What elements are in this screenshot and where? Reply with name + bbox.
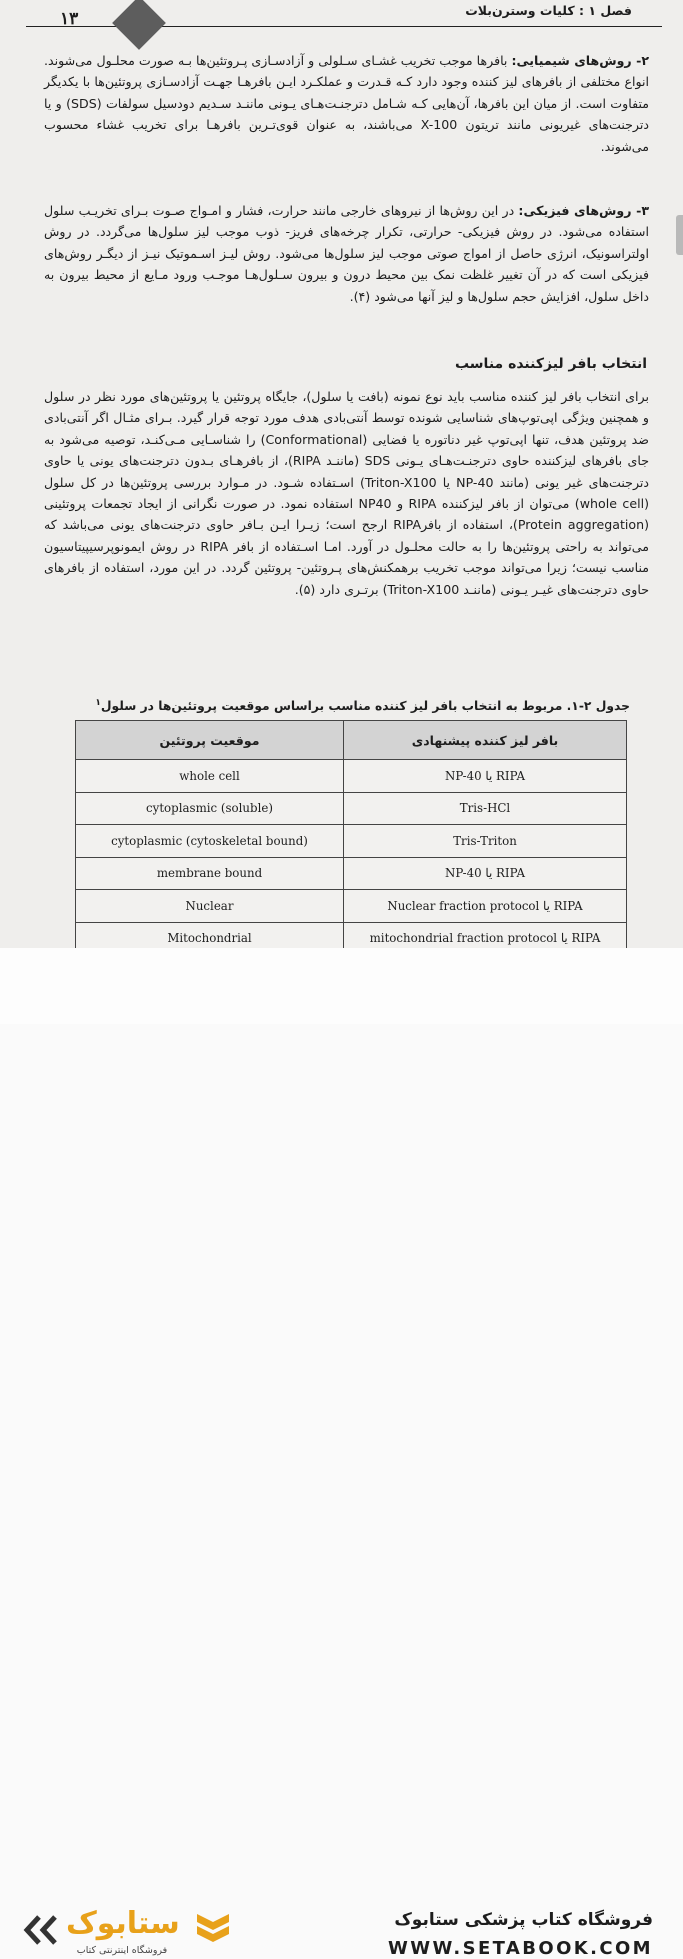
section-heading: انتخاب بافر لیزکننده مناسب	[454, 356, 647, 372]
double-chevron-icon	[22, 1913, 60, 1947]
cell-buffer: Tris-Triton	[344, 825, 627, 858]
table-row	[76, 792, 627, 825]
table-caption-text: جدول ۲-۱. مربوط به انتخاب بافر لیز کننده مناسب براساس موقعیت پروتئین‌ها در سلول	[100, 699, 630, 714]
paragraph-text: در این روش‌ها از نیروهای خارجی مانند حرارت، فشار و امـواج صـوت بـرای تخریـب سلول استفاده می‌شود. در روش فیزیکی- حرارتی، تکرار چرخه‌های فریز- ذوب موجب لیز سلول‌ها می‌گردد. در روش اولتراسونیک، انرژی حاصل از امواج صوتی موجب لیز سلول‌ها می‌شود. روش لیـز اسـموتیک نیـز از دیگـر روش‌های فیزیکی است که در آن تغییر غلظت نمک بین محیط درون و بیرون سـلول‌هـا موجـب ورود مـایع از محیط بیرون به داخل سلول، افزایش حجم سلول‌ها و لیز آنها می‌شود (۴).	[44, 203, 649, 304]
cell-buffer: RIPA یا NP-40	[344, 857, 627, 890]
section-paragraph: برای انتخاب بافر لیز کننده مناسب باید نوع نمونه (بافت یا سلول)، جایگاه پروتئین یا پروتئین‌های مورد نظر در سلول و همچنین ویژگی اپی‌توپ‌های شناسایی شونده توسط آنتی‌بادی هدف مورد توجه قرار گیرد. بـرای مثـال اگر آنتی‌بادی ضد پروتئین هدف، تنها اپی‌توپ غیر دناتوره یا فضایی (Conformational) را شناسـایی مـی‌کنـد، توصیه می‌شود به جای بافرهای لیزکننده حاوی دترجنـت‌هـای یـونی SDS (ماننـد RIPA)، از بافرهـای بـدون دترجنت‌های یونی یا حاوی دترجنت‌های غیر یونی (مانند NP-40 یا Triton-X100) اسـتفاده شـود. در مـوارد بررسی پروتئین‌ها در کل سلول (whole cell) می‌توان از بافر لیزکننده RIPA و NP40 استفاده نمود. در صورت نگرانی از ایجاد تجمعات پروتئینی (Protein aggregation)، استفاده از بافرRIPA ارجح است؛ زیـرا ایـن بـافر حاوی دترجنت‌های یونی می‌باشد که می‌تواند به راحتی پروتئین‌ها را به حالت محلـول در آورد. امـا اسـتفاده از بافر RIPA در روش ایمونوپرسیپیتاسیون مناسب نیست؛ زیرا می‌تواند موجب تخریب برهمکنش‌های پـروتئین- پروتئین گردد. در این مورد، استفاده از بافرهای حاوی دترجنت‌های غیـر یـونی (ماننـد Triton-X100) برتـری دارد (۵).	[44, 389, 650, 597]
table-row	[76, 857, 627, 890]
diamond-ornament-icon	[112, 0, 166, 50]
store-logo-subtitle: فروشگاه اینترنتی کتاب	[76, 1945, 168, 1956]
store-name: فروشگاه کتاب پزشکی ستابوک	[394, 1910, 653, 1930]
cell-location: Nuclear	[76, 890, 344, 923]
book-logo-icon	[195, 1908, 231, 1948]
page-header	[26, 0, 662, 27]
paragraph-physical-methods	[44, 200, 649, 307]
paragraph-lead: ۳- روش‌های فیزیکی:	[518, 203, 649, 218]
table-row	[76, 825, 627, 858]
cell-buffer: RIPA یا mitochondrial fraction protocol	[344, 922, 627, 955]
table-caption-note: ۱	[95, 698, 101, 708]
table-caption	[80, 698, 630, 713]
cell-location: membrane bound	[76, 857, 344, 890]
paragraph-lead: ۲- روش‌های شیمیایی:	[511, 53, 649, 68]
store-url-link[interactable]: WWW.SETABOOK.COM	[388, 1938, 653, 1959]
page-number: ۱۳	[60, 9, 79, 29]
store-logo-text: ستابوک	[66, 1906, 180, 1941]
cell-location: Mitochondrial	[76, 922, 344, 955]
cell-buffer: RIPA یا NP-40	[344, 760, 627, 793]
paragraph-chemical-methods	[44, 50, 649, 157]
table-row	[76, 890, 627, 923]
table-row	[76, 760, 627, 793]
page-edge-tab	[676, 215, 683, 255]
cell-location: cytoplasmic (cytoskeletal bound)	[76, 825, 344, 858]
cell-location: whole cell	[76, 760, 344, 793]
store-footer	[0, 948, 683, 1959]
cell-buffer: Tris-HCl	[344, 792, 627, 825]
buffer-selection-table	[75, 720, 627, 955]
header-suggested-buffer: بافر لیز کننده پیشنهادی	[344, 721, 627, 760]
table-header-row	[76, 721, 627, 760]
book-page	[0, 0, 683, 948]
cell-location: cytoplasmic (soluble)	[76, 792, 344, 825]
chapter-title: فصل ۱ : کلیات وسترن‌بلات	[465, 3, 632, 18]
cell-buffer: RIPA یا Nuclear fraction protocol	[344, 890, 627, 923]
header-protein-location: موقعیت پروتئین	[76, 721, 344, 760]
paragraph-text: بافرها موجب تخریب غشـای سـلولی و آزادسـازی پـروتئین‌ها بـه صورت محلـول می‌شوند. انواع مختلفی از بافرهای لیز کننده وجود دارد کـه قـدرت و عملکـرد ایـن بافرهـا جهـت آزادسـازی پروتئین‌ها با یکدیگر متفاوت است. از میان این بافرها، آن‌هایی کـه شـامل دترجنـت‌هـای یـونی ماننـد سـدیم دودسیل سولفات (SDS) و یا دترجنت‌های غیریونی مانند تریتون X-100 می‌باشند، به عنوان قوی‌تـرین بافرهـا برای تخریب غشاء محسوب می‌شوند.	[44, 53, 649, 154]
